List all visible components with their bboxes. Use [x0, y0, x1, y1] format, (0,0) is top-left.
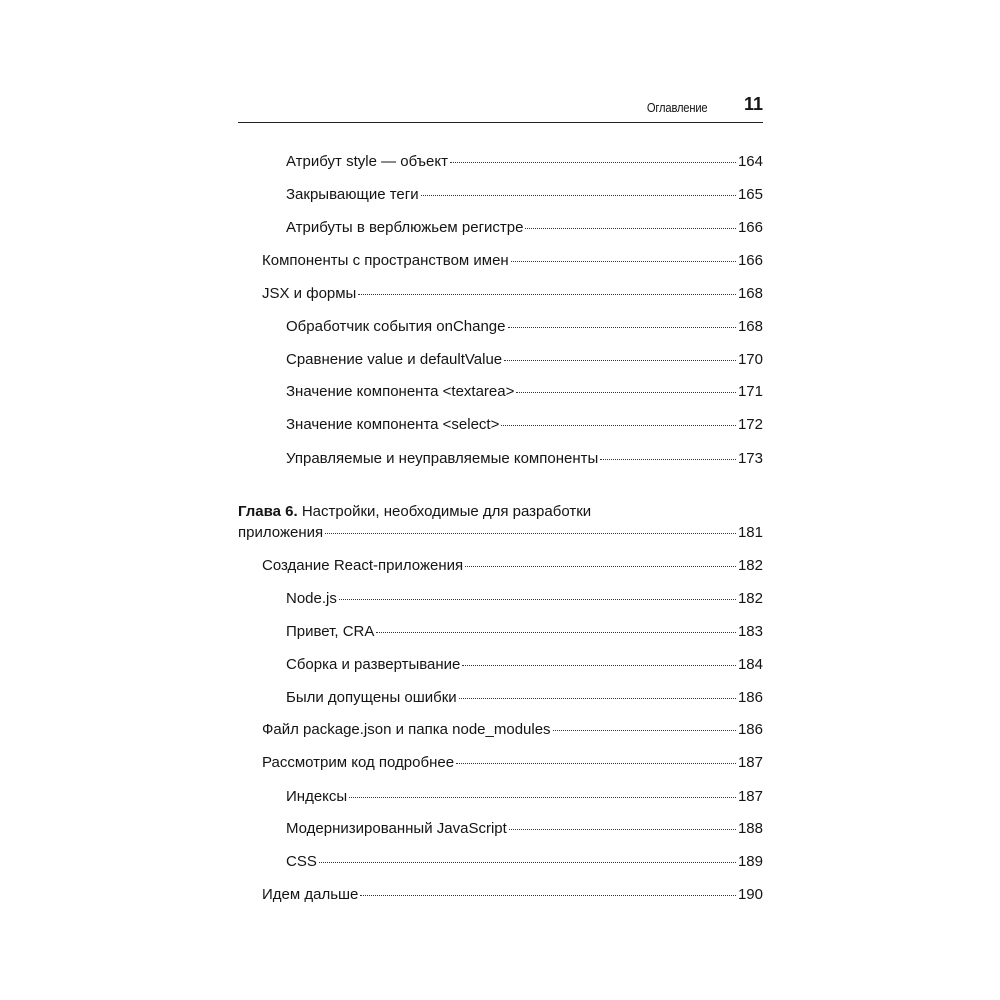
toc-dot-leader — [509, 825, 736, 830]
toc-dot-leader — [465, 562, 736, 567]
toc-entry-title: Были допущены ошибки — [286, 689, 457, 706]
toc-dot-leader — [421, 191, 736, 196]
chapter-label: Глава 6. — [238, 503, 298, 520]
toc-entry-title: Файл package.json и папка node_modules — [262, 721, 551, 738]
toc-entry-page: 187 — [737, 754, 763, 771]
toc-entry-page: 182 — [737, 557, 763, 574]
toc-dot-leader — [325, 529, 736, 534]
toc-entry-page: 164 — [737, 153, 763, 170]
toc-dot-leader — [525, 224, 735, 229]
toc-entry-title: Управляемые и неуправляемые компоненты — [286, 450, 599, 467]
toc-entry-title: Node.js — [286, 590, 337, 607]
chapter-title-line1: Настройки, необходимые для разработки — [301, 503, 592, 520]
toc-dot-leader — [349, 793, 736, 798]
running-title: Оглавление — [646, 100, 707, 115]
toc-entry — [262, 285, 763, 303]
toc-entry-page: 189 — [737, 853, 763, 870]
toc-entry-page: 183 — [737, 623, 763, 640]
toc-entry — [286, 689, 763, 707]
toc-entry-page: 165 — [737, 186, 763, 203]
toc-entry-page: 187 — [737, 788, 763, 805]
toc-dot-leader — [600, 455, 736, 460]
chapter-title-line2: приложения — [238, 524, 324, 541]
toc-entry — [262, 252, 763, 270]
toc-entry — [286, 623, 763, 641]
toc-entry-page: 190 — [737, 886, 763, 903]
toc-entry — [286, 383, 763, 401]
toc-dot-leader — [358, 290, 736, 295]
toc-entry-page: 170 — [737, 351, 763, 368]
toc-entry — [286, 153, 763, 171]
chapter-page: 181 — [737, 524, 763, 541]
toc-entry — [262, 754, 763, 772]
toc-entry-title: Создание React-приложения — [262, 557, 464, 574]
chapter-entry — [238, 524, 763, 542]
toc-entry-title: Идем дальше — [262, 886, 359, 903]
toc-entry — [262, 886, 763, 904]
toc-entry-title: Атрибуты в верблюжьем регистре — [286, 219, 524, 236]
toc-entry-page: 171 — [737, 383, 763, 400]
toc-entry-title: Привет, CRA — [286, 623, 375, 640]
toc-entry-title: JSX и формы — [262, 285, 357, 302]
toc-entry-title: CSS — [286, 853, 317, 870]
toc-entry-title: Компоненты с пространством имен — [262, 252, 509, 269]
toc-dot-leader — [456, 759, 736, 764]
toc-dot-leader — [553, 726, 736, 731]
toc-entry-page: 166 — [737, 219, 763, 236]
toc-entry — [286, 820, 763, 838]
toc-entry-title: Атрибут style — объект — [286, 153, 448, 170]
toc-entry-page: 184 — [737, 656, 763, 673]
toc-entry-page: 168 — [737, 285, 763, 302]
toc-entry — [286, 351, 763, 369]
toc-entry — [262, 721, 763, 739]
toc-entry-title: Модернизированный JavaScript — [286, 820, 507, 837]
toc-entry-page: 186 — [737, 721, 763, 738]
toc-dot-leader — [319, 858, 736, 863]
toc-entry — [286, 219, 763, 237]
toc-entry — [286, 318, 763, 336]
toc-entry — [286, 450, 763, 468]
toc-entry — [262, 557, 763, 575]
toc-dot-leader — [504, 356, 736, 361]
toc-entry-title: Закрывающие теги — [286, 186, 419, 203]
chapter-heading — [238, 503, 591, 521]
toc-entry-title: Сборка и развертывание — [286, 656, 461, 673]
toc-entry — [286, 186, 763, 204]
toc-entry-page: 166 — [737, 252, 763, 269]
toc-entry — [286, 853, 763, 871]
toc-dot-leader — [511, 257, 736, 262]
toc-entry-page: 182 — [737, 590, 763, 607]
toc-entry-title: Рассмотрим код подробнее — [262, 754, 455, 771]
page-number: 11 — [743, 94, 763, 114]
toc-entry — [286, 590, 763, 608]
toc-entry-page: 188 — [737, 820, 763, 837]
toc-entry — [286, 788, 763, 806]
toc-dot-leader — [339, 595, 736, 600]
toc-entry-title: Значение компонента <textarea> — [286, 383, 515, 400]
toc-dot-leader — [462, 661, 736, 666]
toc-entry — [286, 416, 763, 434]
toc-entry-title: Сравнение value и defaultValue — [286, 351, 503, 368]
toc-entry — [286, 656, 763, 674]
toc-entry-page: 172 — [737, 416, 763, 433]
toc-dot-leader — [516, 388, 736, 393]
toc-entry-title: Индексы — [286, 788, 348, 805]
toc-dot-leader — [360, 891, 736, 896]
toc-entry-title: Обработчик события onChange — [286, 318, 506, 335]
toc-entry-page: 173 — [737, 450, 763, 467]
toc-dot-leader — [459, 694, 736, 699]
toc-entry-title: Значение компонента <select> — [286, 416, 500, 433]
toc-entry-page: 168 — [737, 318, 763, 335]
toc-dot-leader — [508, 323, 736, 328]
toc-dot-leader — [376, 628, 736, 633]
toc-entry-page: 186 — [737, 689, 763, 706]
toc-dot-leader — [450, 158, 736, 163]
toc-dot-leader — [501, 421, 736, 426]
